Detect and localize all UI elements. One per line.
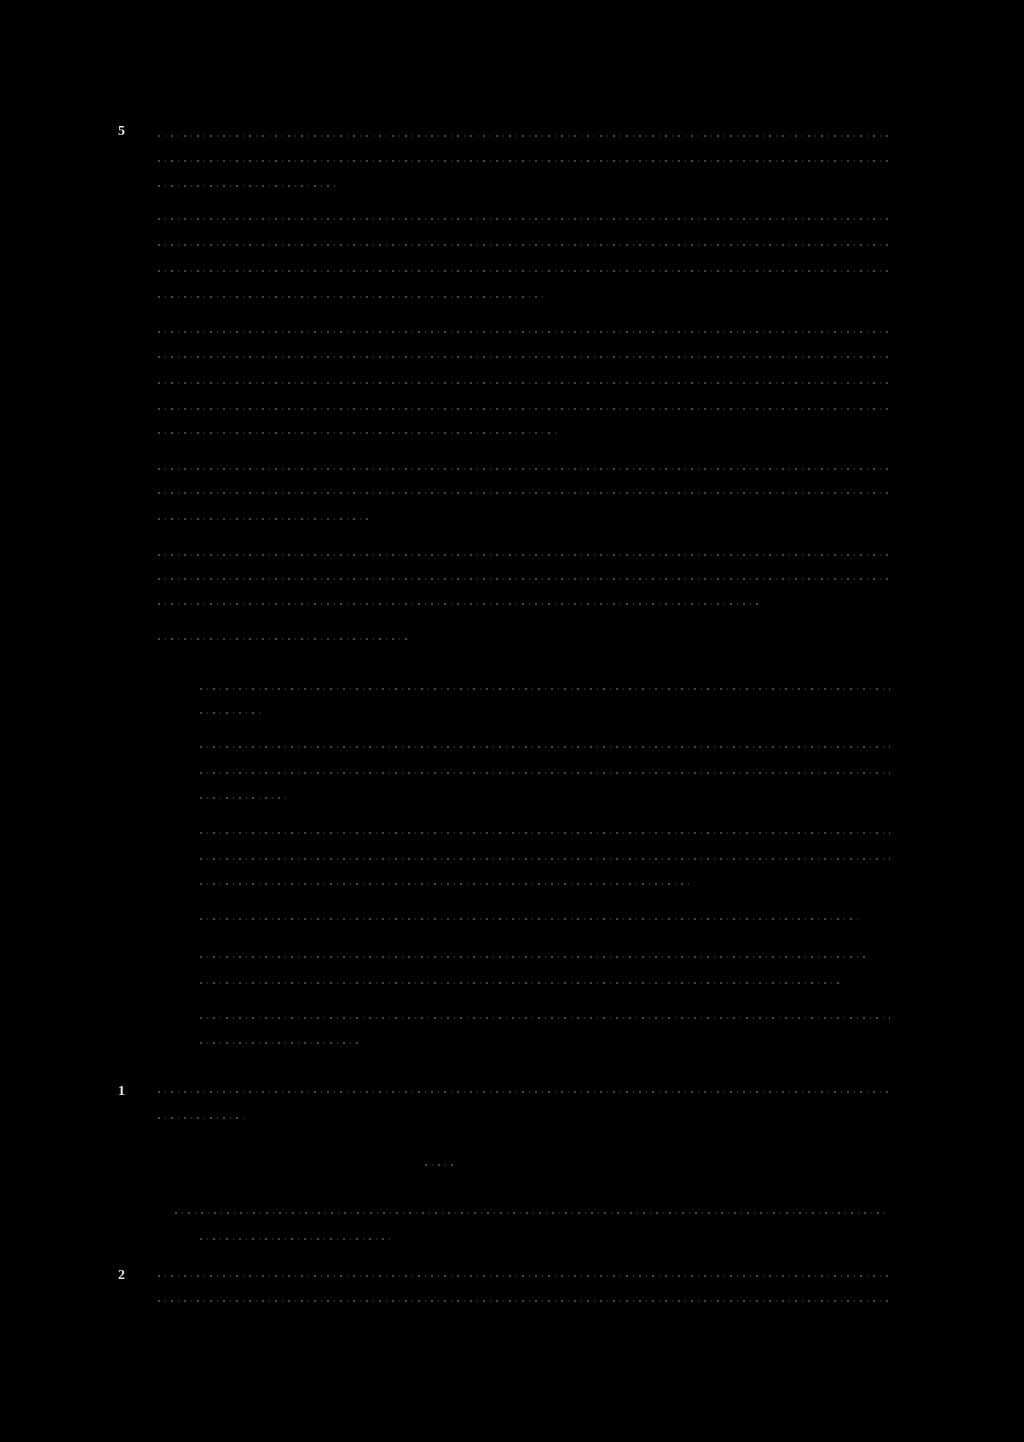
illegible-line — [158, 578, 888, 580]
paragraph-text — [158, 118, 894, 146]
illegible-line — [200, 982, 840, 984]
sub-item-text — [200, 1005, 894, 1033]
sub-item-text — [200, 945, 894, 973]
illegible-line — [200, 1017, 890, 1019]
illegible-line — [175, 1212, 890, 1214]
illegible-line — [158, 1117, 248, 1119]
sub-item — [200, 945, 894, 973]
item-number: 1 — [118, 1084, 126, 1099]
illegible-line — [158, 356, 888, 358]
illegible-line — [200, 1042, 360, 1044]
illegible-line — [200, 746, 890, 748]
illegible-line — [158, 1091, 888, 1093]
illegible-line — [158, 185, 338, 187]
sub-item-text — [200, 735, 894, 763]
illegible-line — [158, 432, 558, 434]
illegible-line — [200, 956, 870, 958]
item-number: 5 — [118, 124, 126, 139]
illegible-line — [200, 797, 290, 799]
illegible-line — [425, 1164, 455, 1166]
illegible-line — [158, 296, 548, 298]
illegible-line — [200, 918, 860, 920]
item-number: 2 — [118, 1268, 126, 1283]
illegible-line — [158, 1275, 888, 1277]
illegible-line — [158, 518, 368, 520]
illegible-line — [200, 1238, 390, 1240]
illegible-line — [158, 638, 408, 640]
illegible-line — [158, 554, 888, 556]
illegible-line — [200, 832, 890, 834]
illegible-line — [200, 883, 690, 885]
illegible-line — [200, 688, 890, 690]
illegible-line — [158, 244, 888, 246]
sub-item — [200, 735, 894, 763]
illegible-line — [158, 382, 888, 384]
illegible-line — [158, 270, 888, 272]
sub-item — [200, 820, 894, 848]
illegible-line — [158, 492, 888, 494]
illegible-line — [158, 135, 890, 137]
illegible-line — [200, 772, 890, 774]
paragraph-item — [118, 118, 894, 146]
illegible-line — [158, 218, 888, 220]
illegible-line — [200, 712, 260, 714]
illegible-line — [200, 858, 890, 860]
sub-item — [200, 1005, 894, 1033]
illegible-line — [158, 408, 888, 410]
illegible-line — [158, 160, 888, 162]
illegible-line — [158, 1300, 888, 1302]
illegible-line — [158, 331, 888, 333]
illegible-line — [158, 603, 758, 605]
sub-item-text — [200, 820, 894, 848]
illegible-line — [158, 468, 888, 470]
